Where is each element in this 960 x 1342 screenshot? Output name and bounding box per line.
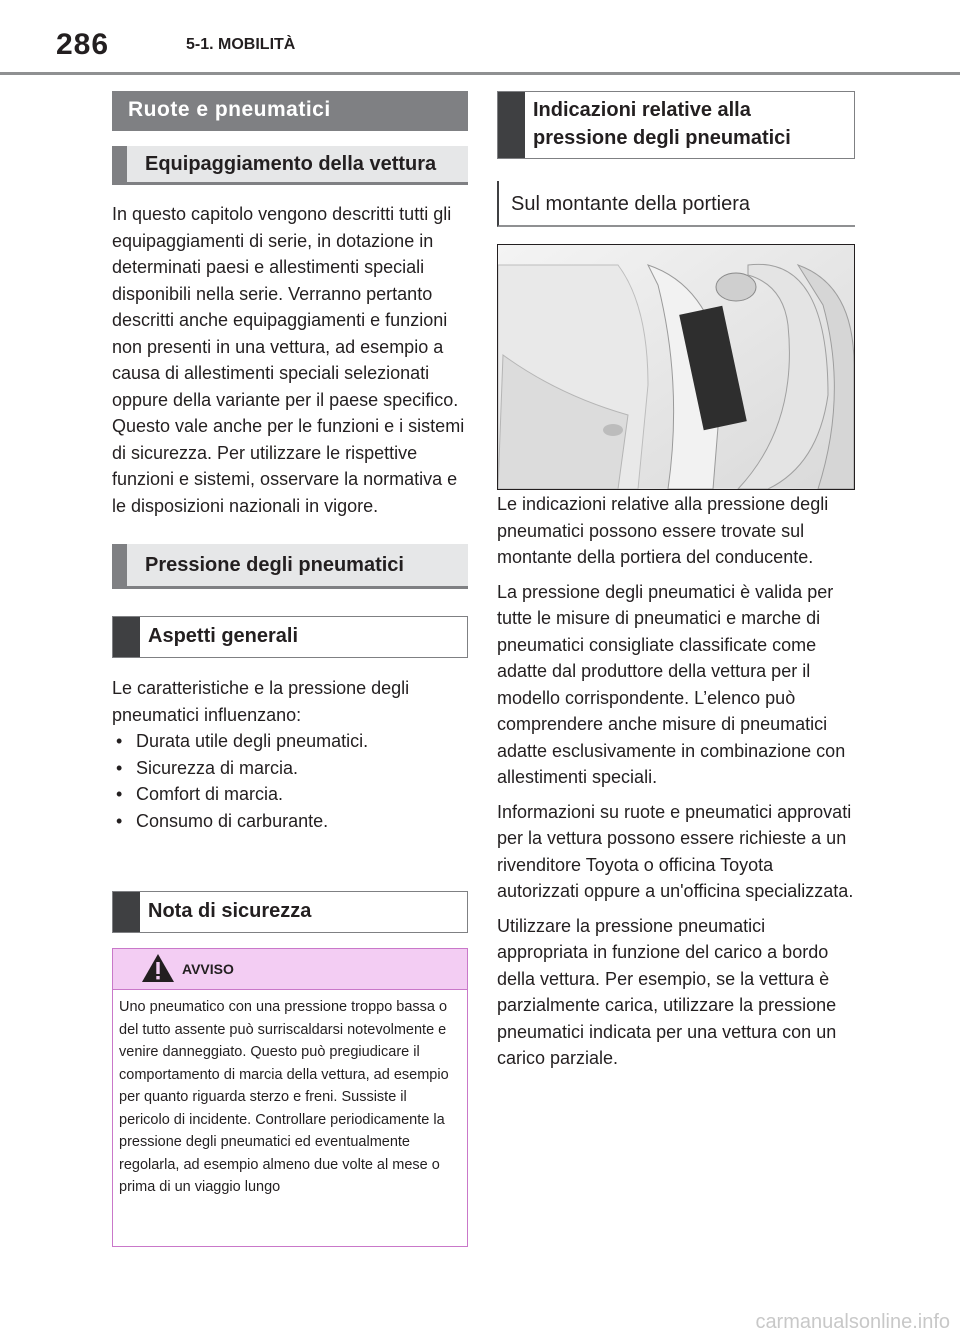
left-column: [112, 91, 468, 834]
page-number: 286: [56, 28, 110, 61]
general-aspects-text: [112, 675, 468, 834]
warning-box: [112, 948, 468, 1247]
list-item: • Sicurezza di marcia.: [112, 755, 468, 782]
heading-door-pillar: Sul montante della portiera: [497, 181, 855, 227]
paragraph: Le indicazioni relative alla pressione degli pneumatici possono essere trovate sul montante della portiera del conducente.: [497, 494, 829, 567]
equipment-text: In questo capitolo vengono descritti tutti gli equipaggiamenti di serie, in dotazione in determinati paesi e allestimenti speciali disponibili nella serie. Verranno pertanto descritti anche equipaggiamenti e funzioni non presenti in una vettura, ad esempio a causa di allestimenti speciali selezionati oppure della variante per il paese specifico. Questo vale anche per le funzioni e i sistemi di sicurezza. Per utilizzare le rispettive funzioni e sistemi, osservare la normativa e le disposizioni nazionali in vigore.: [112, 204, 465, 516]
warning-text: Uno pneumatico con una pressione troppo bassa o del tutto assente può surriscaldarsi notevolmente e venire danneggiato. Questo può pregiudicare il comportamento di marcia della vettura, ad esempio per quanto riguarda sterzo e freni. Sussiste il pericolo di incidente. Controllare periodicamente la pressione degli pneumatici ed eventualmente regolarla, ad esempio almeno due volte al mese o prima di un viaggio lungo: [119, 999, 449, 1195]
paragraph: Utilizzare la pressione pneumatici appropriata in funzione del carico a bordo della vettura. Per esempio, se la vettura è parzialmente carica, utilizzare la pressione pneumatici indicata per una vettura con un carico parziale.: [497, 915, 837, 1068]
watermark: carmanualsonline.info: [755, 1311, 950, 1333]
door-pillar-illustration: [498, 245, 854, 489]
door-pillar-photo: [497, 244, 855, 490]
heading-general-aspects: Aspetti generali: [112, 616, 468, 658]
equipment-paragraph: [112, 201, 468, 519]
heading-pressure-info: Indicazioni relative alla pressione degli pneumatici: [497, 91, 855, 159]
paragraph: Informazioni su ruote e pneumatici approvati per la vettura possono essere richieste a un rivenditore Toyota o officina Toyota autorizzati oppure a un'officina specializzata.: [497, 801, 854, 901]
right-column: [497, 91, 855, 227]
subsection-heading-equipment: Equipaggiamento della vettura: [112, 146, 468, 185]
list-item: • Durata utile degli pneumatici.: [112, 728, 468, 755]
paragraph: La pressione degli pneumatici è valida per tutte le misure di pneumatici e marche di pneumatici consigliate classificate come adatte dal produttore della vettura per il modello corrispondente. L’elenco può comprendere anche misure di pneumatici adatte esclusivamente in combinazione con allestimenti speciali.: [497, 581, 846, 787]
chapter-title: 5-1. MOBILITÀ: [186, 36, 296, 53]
warning-header: [113, 949, 467, 990]
list-item: • Consumo di carburante.: [112, 808, 468, 835]
list-item: • Comfort di marcia.: [112, 781, 468, 808]
general-aspects-intro: Le caratteristiche e la pressione degli pneumatici influenzano:: [112, 678, 410, 725]
header-divider: [0, 72, 960, 75]
section-title: Ruote e pneumatici: [112, 91, 468, 131]
warning-label: AVVISO: [182, 961, 234, 977]
subsection-heading-pressure: Pressione degli pneumatici: [112, 544, 468, 589]
heading-safety-note: Nota di sicurezza: [112, 891, 468, 933]
warning-triangle-icon: [141, 953, 175, 983]
pressure-info-text: [497, 491, 855, 1080]
influence-list: [112, 728, 468, 834]
